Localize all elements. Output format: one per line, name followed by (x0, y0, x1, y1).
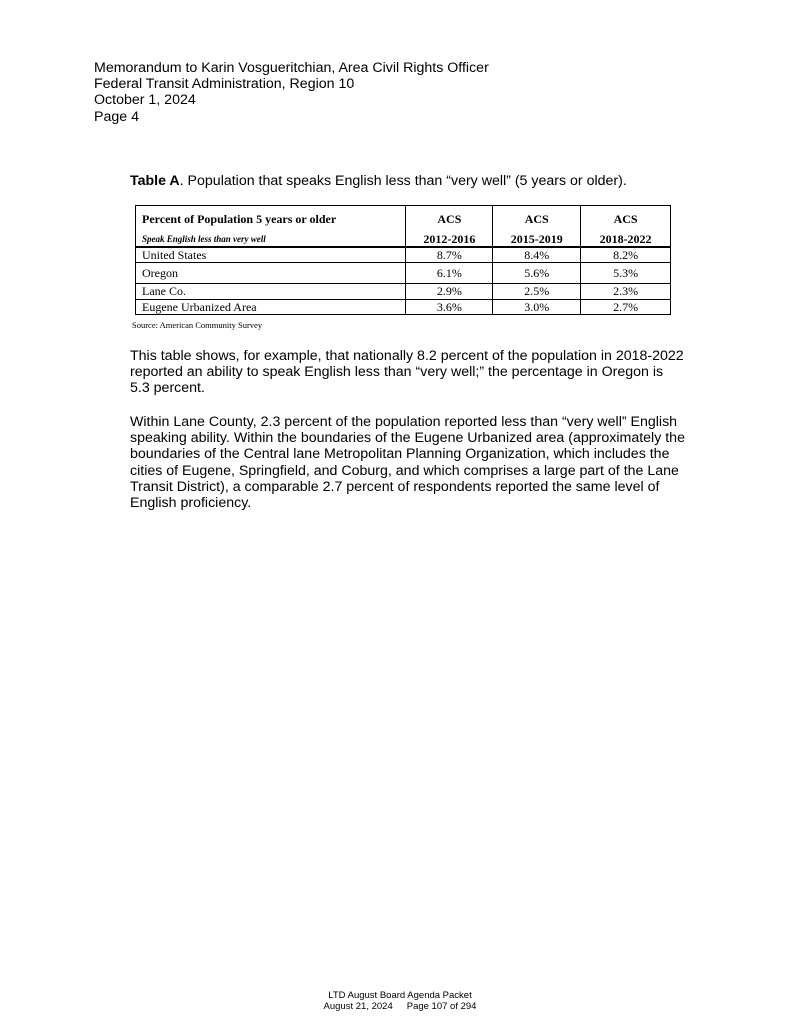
paragraph-line: reported an ability to speak English less than “very well;” the percentage in Oregon is (130, 364, 664, 381)
subheader-cell-period-2: 2015-2019 (493, 232, 581, 247)
subheader-cell-period-3: 2018-2022 (581, 232, 671, 247)
table-source-note: Source: American Community Survey (132, 320, 263, 330)
row-value: 3.0% (493, 300, 581, 315)
table-caption (130, 173, 627, 189)
footer-packet-title: LTD August Board Agenda Packet (328, 990, 472, 1001)
row-value: 3.6% (406, 300, 493, 315)
paragraph-line: Within Lane County, 2.3 percent of the population reported less than “very well” English (130, 414, 678, 430)
paragraph-line: speaking ability. Within the boundaries of the Eugene Urbanized area (approximately the (130, 430, 685, 447)
memo-header (94, 60, 489, 125)
footer-date-page (0, 1001, 800, 1012)
paragraph-line: Transit District), a comparable 2.7 percent of respondents reported the same level of (130, 478, 660, 495)
row-value: 8.7% (406, 247, 493, 263)
row-value: 2.9% (406, 284, 493, 300)
memo-recipient: Memorandum to Karin Vosgueritchian, Area Civil Rights Officer (94, 60, 489, 76)
paragraph-line: cities of Eugene, Springfield, and Coburg, and which comprises a large part of the Lane (130, 462, 679, 479)
table-row (136, 300, 671, 315)
row-value: 6.1% (406, 263, 493, 284)
row-label: Eugene Urbanized Area (136, 300, 406, 315)
paragraph-lane-county (130, 414, 685, 511)
paragraph-line: English proficiency. (130, 495, 252, 512)
row-value: 2.3% (581, 284, 671, 300)
header-cell-acs-3: ACS (581, 206, 671, 233)
footer-page-count: Page 107 of 294 (406, 1001, 477, 1012)
row-label: United States (136, 247, 406, 263)
subheader-cell-period-1: 2012-2016 (406, 232, 493, 247)
table-row (136, 284, 671, 300)
row-value: 5.6% (493, 263, 581, 284)
header-cell-category: Percent of Population 5 years or older (136, 206, 406, 233)
table-row (136, 247, 671, 263)
table-row (136, 263, 671, 284)
row-value: 8.2% (581, 247, 671, 263)
memo-agency: Federal Transit Administration, Region 10 (94, 76, 355, 93)
paragraph-line: 5.3 percent. (130, 380, 205, 397)
row-value: 5.3% (581, 263, 671, 284)
memo-page-number: Page 4 (94, 108, 139, 125)
header-cell-acs-1: ACS (406, 206, 493, 233)
population-table (135, 205, 671, 315)
table-caption-text: . Population that speaks English less than “very well” (5 years or older). (179, 173, 627, 189)
row-value: 8.4% (493, 247, 581, 263)
row-value: 2.5% (493, 284, 581, 300)
footer-date: August 21, 2024 (323, 1001, 393, 1012)
row-label: Oregon (136, 263, 406, 284)
table-header-row (136, 206, 671, 233)
paragraph-national-summary (130, 348, 684, 397)
row-label: Lane Co. (136, 284, 406, 300)
paragraph-line: This table shows, for example, that nationally 8.2 percent of the population in 2018-2022 (130, 348, 684, 364)
row-value: 2.7% (581, 300, 671, 315)
header-cell-acs-2: ACS (493, 206, 581, 233)
table-caption-label: Table A (130, 173, 180, 189)
table-subheader-row (136, 232, 671, 247)
paragraph-line: boundaries of the Central lane Metropolitan Planning Organization, which includes the (130, 446, 670, 463)
subheader-cell-measure: Speak English less than very well (136, 232, 406, 247)
memo-date: October 1, 2024 (94, 92, 196, 109)
page-footer (0, 990, 800, 1012)
